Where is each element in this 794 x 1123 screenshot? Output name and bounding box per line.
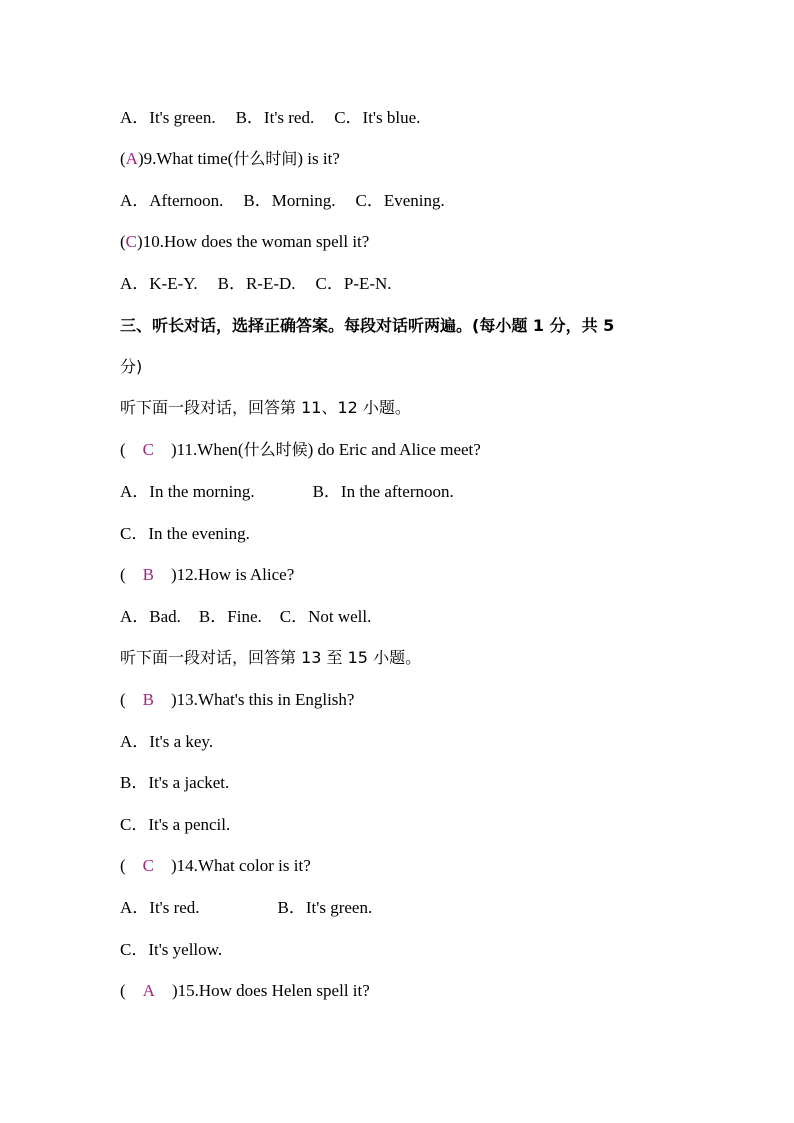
- q11-option-c: C．In the evening.: [120, 524, 250, 543]
- instruction-11-12: 听下面一段对话，回答第 11、12 小题。: [120, 398, 411, 417]
- q9-option-a: A．Afternoon.: [120, 191, 224, 210]
- q10-answer: C: [125, 232, 138, 251]
- q11-answer: C: [142, 440, 155, 459]
- q9-option-c: C．Evening.: [355, 191, 445, 210]
- q10-options: [120, 274, 392, 294]
- q9-options: [120, 191, 445, 211]
- question-13: ( B )13.What's this in English?: [120, 690, 355, 709]
- q14-options-row2: [120, 940, 222, 960]
- q12-option-b: B．Fine.: [198, 607, 262, 626]
- q9-answer: A: [125, 149, 138, 168]
- q8-option-b: B．It's red.: [235, 108, 315, 127]
- q13-option-b: B．It's a jacket.: [120, 773, 230, 792]
- q15-answer: A: [142, 981, 155, 1000]
- q12-option-a: A．Bad.: [120, 607, 181, 626]
- question-11: ( C )11.When(什么时候) do Eric and Alice meet?: [120, 440, 481, 459]
- q14-option-b: B．It's green.: [277, 898, 373, 917]
- q12-options: [120, 607, 371, 627]
- q8-option-a: A．It's green.: [120, 108, 216, 127]
- q12-option-c: C．Not well.: [279, 607, 372, 626]
- q9-option-b: B．Morning.: [243, 191, 336, 210]
- instruction-13-15: 听下面一段对话，回答第 13 至 15 小题。: [120, 648, 422, 667]
- q8-options: [120, 108, 420, 128]
- q11-options-row2: [120, 524, 250, 544]
- section-3-heading-line2: 分): [120, 357, 143, 376]
- q8-option-c: C．It's blue.: [334, 108, 421, 127]
- q14-answer: C: [142, 856, 155, 875]
- question-12: ( B )12.How is Alice?: [120, 565, 295, 584]
- q14-option-a: A．It's red.: [120, 898, 200, 917]
- q10-option-b: B．R-E-D.: [217, 274, 296, 293]
- q13-option-c: C．It's a pencil.: [120, 815, 231, 834]
- q13-option-a: A．It's a key.: [120, 732, 214, 751]
- question-15: ( A )15.How does Helen spell it?: [120, 981, 370, 1000]
- question-9: (A)9.What time(什么时间) is it?: [120, 149, 340, 168]
- q11-option-b: B．In the afternoon.: [312, 482, 454, 501]
- q11-option-a: A．In the morning.: [120, 482, 255, 501]
- q10-option-a: A．K-E-Y.: [120, 274, 198, 293]
- q14-options-row1: [120, 898, 372, 918]
- section-3-heading-line1: 三、听长对话，选择正确答案。每段对话听两遍。(每小题 1 分，共 5: [120, 316, 615, 335]
- q12-answer: B: [142, 565, 155, 584]
- question-14: ( C )14.What color is it?: [120, 856, 311, 875]
- q14-option-c: C．It's yellow.: [120, 940, 223, 959]
- q10-option-c: C．P-E-N.: [315, 274, 392, 293]
- q13-answer: B: [142, 690, 155, 709]
- q11-options-row1: [120, 482, 454, 502]
- question-10: (C)10.How does the woman spell it?: [120, 232, 370, 251]
